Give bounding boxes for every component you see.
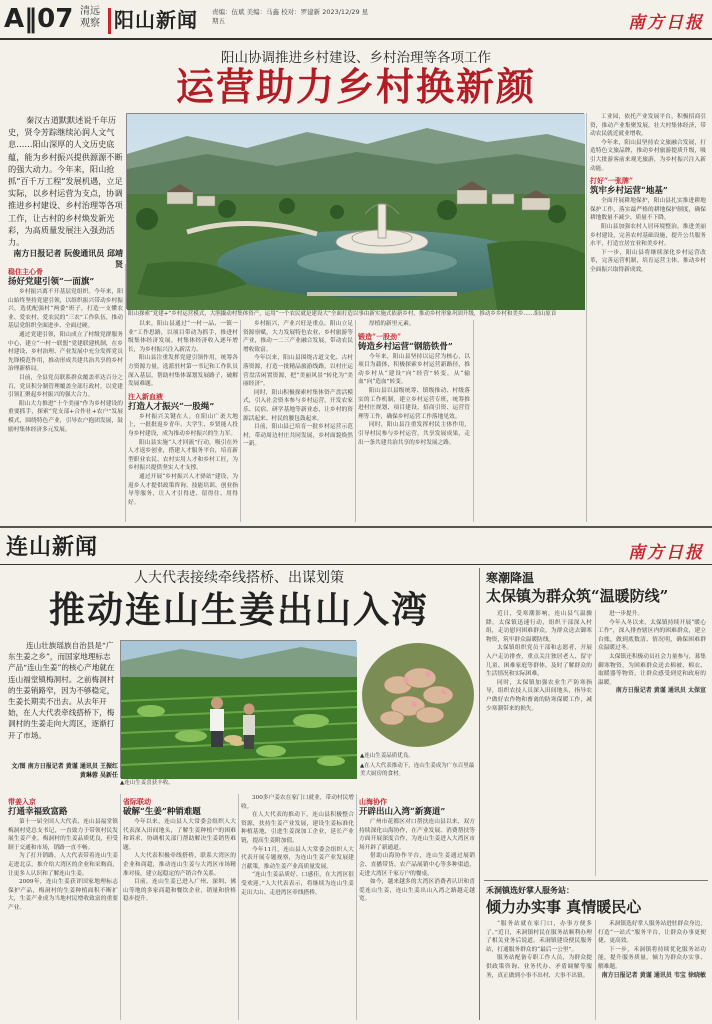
ginger-field-illustration: [121, 641, 357, 779]
bcol4-subhead: 开辟出山入湾“新赛道”: [359, 807, 446, 817]
story2-paragraph: 太保镇组织党员干部和志愿者，开展入户走访排查，重点关注独居老人、留守儿童、困难家庭等群体，及时了解群众的生活情况和实际困难。: [486, 645, 592, 678]
ginger-field-photo: [120, 640, 356, 778]
ginger-field-caption: ▲连山生姜喜获丰收。: [120, 780, 174, 786]
ginger-roots-photo: [358, 640, 478, 750]
col2-paragraph: 阳山县注重发挥党建引领作用，统筹各方资源力量，选派驻村第一书记和工作队员深入基层，帮助村集体谋划发展路子，破解发展难题。: [128, 355, 238, 388]
story-3-kicker: 禾洞镇选好掌人服务站：: [486, 885, 574, 895]
column-rule: [595, 920, 596, 1020]
bottom-column-4: [359, 794, 475, 1020]
bottom-column-1: [8, 794, 118, 1020]
page-number: A‖07: [4, 4, 74, 34]
column-rule: [355, 320, 356, 522]
bcol1-subhead-kicker: 带姜入京: [8, 797, 36, 806]
bcol2-paragraph: 目前，连山生姜已进入广州、深圳、佛山等地的多家商超和餐饮企业，销量和价格稳步提升。: [123, 879, 236, 903]
bottom-lede-text: 连山壮族瑶族自治县是“广东生姜之乡”，而国家地理标志产品“连山生姜”的核心产地就在连山福堂镇梅洞村。之前梅洞村的生姜销路窄，因为不够稳定，生姜长期卖不出去。从去年开始，在人大代表牵线搭桥下，梅洞村的生姜走向大湾区，逐渐打开了市场。: [8, 641, 115, 740]
col2-paragraph: 乡村振兴关键在人。在阳山广袤大地上，一批批返乡青年、大学生、乡贤能人投身乡村建设，成为推动乡村振兴的生力军。: [128, 413, 238, 437]
story-2-column-2: [598, 610, 706, 876]
story-3-column-1: [486, 920, 592, 1020]
bottom-headline: 推动连山生姜出山入湾: [48, 589, 429, 631]
top-column-4: [358, 320, 470, 522]
bcol2-paragraph: 人大代表积极牵线搭桥，联系大湾区的企业和商超，推动连山生姜与大湾区市场精准对接，建立起稳定的产销合作关系。: [123, 853, 236, 877]
bottom-newspaper-logo: 南方日报: [628, 543, 704, 563]
col1-subhead: 扬好党建引领“一面旗”: [8, 277, 95, 287]
masthead-divider: [108, 8, 111, 34]
col2-paragraph: 通过开展“乡村振兴人才驿站”建设，为返乡人才提供政策咨询、技能培训、创业指导等服务，让人才引得进、留得住、用得好。: [128, 473, 238, 506]
top-lede-signature: 南方日报记者 阮俊通讯员 邱靖贤: [13, 248, 123, 270]
col4-paragraph: 阳山县以县级统筹、镇级推动、村级落实的工作机制，建立乡村运营专班，统筹推进村庄规划、项目建设、招商引资、运营管理等工作，确保乡村运营工作落地见效。: [358, 387, 470, 420]
bcol1-paragraph: 第十一届全国人大代表、连山县福堂镇梅洞村党总支书记，一直致力于带领村民发展生姜产业。梅洞村的生姜品质优良，但受制于交通和市场，销路一直不畅。: [8, 819, 118, 851]
column-rule: [240, 320, 241, 522]
ginger-roots-illustration: [358, 640, 478, 750]
col1-paragraph: 通过党建引领，阳山成立了村级党群服务中心，建立“一村一联盟”党建联建机制，在乡村建设、乡村治理、产业发展中充分发挥党员先锋模范作用，推动形成共建共治共享的乡村治理新格局。: [8, 331, 123, 373]
story3-paragraph: 禾洞镇选好掌人服务站进驻群众身边，打造“一站式”服务平台，让群众办事更便捷、更高效。: [598, 921, 706, 945]
col5-paragraph: 全面开展耕地保护，阳山县扎实推进耕地保护工作，落实最严格的耕地保护制度，确保耕地数量不减少、质量不下降。: [590, 198, 706, 222]
col1-paragraph: 阳山大力推进“十个美丽”作为乡村建设的重要抓手，探索“党支部+合作社+农户”发展模式，围绕特色产业，引导农户抱团发展，鼓励村集体经济多元发展。: [8, 400, 123, 433]
column-rule: [238, 794, 239, 1020]
bottom-column-2: [123, 794, 236, 1020]
top-column-5: [590, 113, 706, 522]
col4-subhead-kicker: 锻造“一股劲”: [358, 331, 402, 341]
story-3-headline: 倾力办实事 真情暖民心: [486, 898, 642, 916]
bcol4-subhead-kicker: 山海协作: [359, 797, 387, 806]
column-rule: [356, 794, 357, 1020]
top-column-3: [243, 320, 353, 522]
col4-paragraph: 厚植的新里元素。: [369, 321, 415, 327]
col3-paragraph: 乡村振兴，产业兴旺是重点。阳山立足资源禀赋，大力发展特色农业、乡村旅游等产业，推动一二三产业融合发展，带动农民增收致富。: [243, 321, 353, 353]
col5-paragraph: 下一步，阳山县将继续深化乡村运营改革，完善运营机制，培育运营主体，推动乡村全面振兴取得新成效。: [590, 249, 706, 273]
story2-paragraph: 进一步提升。: [609, 611, 644, 617]
story-2-column-1: [486, 610, 592, 876]
bcol4-paragraph: 借助山海协作平台，连山生姜通过展销会、直播带货、农产品展销中心等多种渠道，走进大湾区千家万户的餐桌。: [359, 853, 475, 877]
top-lede: [8, 114, 123, 270]
section-title: 阳山新闻: [114, 8, 198, 32]
section-divider: [0, 526, 712, 528]
col3-paragraph: 同时，阳山积极探索村集体资产盘活模式，引入社会资本参与乡村运营，开发农家乐、民宿、研学基地等新业态，让乡村的资源活起来、村民的腰包鼓起来。: [243, 389, 353, 422]
column-rule: [473, 320, 474, 522]
bcol1-subhead: 打通幸福致富路: [8, 807, 68, 817]
top-kicker: 阳山协调推进乡村建设、乡村治理等各项工作: [221, 50, 491, 66]
bottom-kicker: 人大代表接续牵线搭桥、出谋划策: [134, 570, 344, 586]
col5-paragraph: 阳山县加强农村人居环境整治，推进美丽乡村建设，完善农村基础设施，提升公共服务水平，打造宜居宜业和美乡村。: [590, 223, 706, 248]
col2-paragraph: 阳山县实施“人才回流”行动，吸引在外人才返乡创业，搭建人才服务平台，培育新型职业农民、农村实用人才和乡村工匠，为乡村振兴提供坚实人才支撑。: [128, 439, 238, 472]
farmer-figure: [210, 697, 224, 747]
column-rule: [595, 610, 596, 876]
column-rule: [120, 794, 121, 1020]
story3-paragraph: 下一步，禾洞镇将持续优化服务站功能，提升服务质量，倾力为群众办实事、解难题。: [598, 946, 706, 970]
col2-subhead-kicker: 注入新血液: [128, 391, 163, 401]
newspaper-logo: 南方日报: [628, 13, 704, 33]
col1-subhead-kicker: 稳住主心骨: [8, 267, 43, 276]
bcol4-paragraph: 广州市花都区对口帮扶连山县以来，双方持续深化山海协作，在产业发展、消费帮扶等方面开展深度合作，为连山生姜进入大湾区市场开辟了新通道。: [359, 819, 475, 851]
column-rule: [586, 113, 587, 522]
top-column-2: [128, 320, 238, 522]
story3-signature: 南方日报记者 黄谨 通讯员 韦宝 徐晓敏: [601, 971, 706, 979]
farmer-figure: [243, 704, 255, 750]
story2-paragraph: 同时，太保镇加强农业生产防寒指导，组织农技人员深入田间地头，指导农户做好农作物和畜禽的防寒保暖工作，减少寒潮带来的损失。: [486, 679, 592, 712]
bcol4-paragraph: 如今，越来越多的大湾区消费者认识和喜爱连山生姜，连山生姜出山入湾之路越走越宽。: [359, 879, 475, 903]
col4-paragraph: 同时，阳山县注重发挥村民主体作用，引导村民参与乡村运营，共享发展成果，走出一条共建共治共享的乡村发展之路。: [358, 422, 470, 446]
column-rule: [125, 264, 126, 522]
bottom-section-rule: [0, 564, 712, 565]
ginger-photo-note: ▲在人大代表推动下，连山生姜成为广东百里最美大厨房的食材。: [360, 763, 475, 777]
col4-paragraph: 今年来，阳山县坚持以运营为核心，以项目为载体，积极探索乡村运营新路径，推动乡村从“建设”向“经营”转变，从“输血”向“造血”转变。: [358, 353, 470, 386]
story2-paragraph: 近日，受寒潮影响，连山县气温骤降。太保镇迅速行动，组织干部深入村组，走访慰问困难群众，为群众送去御寒物资，筑牢群众温暖防线。: [486, 611, 592, 643]
bcol3-paragraph: “连山生姜品质好、口感佳，在大湾区很受欢迎。”人大代表表示，将继续为连山生姜走出大山、走进湾区牵线搭桥。: [241, 872, 354, 896]
top-headline: 运营助力乡村换新颜: [175, 64, 536, 109]
story2-paragraph: 太保镇还积极动员社会力量参与，募集御寒物资，为困难群众送去棉被、棉衣、取暖器等物资，让群众感受到党和政府的温暖。: [598, 653, 706, 686]
col5-subhead-kicker: 打好“一张牌”: [590, 176, 634, 186]
bottom-section-title: 连山新闻: [6, 534, 99, 560]
masthead-rule: [0, 38, 712, 40]
col1-paragraph: 乡村振兴离不开基层党组织。今年来，阳山始终坚持党建引领，以组织振兴带动乡村振兴，选优配强村“两委”班子，打造一支懂农业、爱农村、爱农民的“三农”工作队伍，推动基层党组织全面进步、全面过硬。: [8, 289, 123, 330]
editor-meta: 责编：伍斌 美编：马鑫 校对：罗建新 2023/12/29 星期五: [212, 8, 369, 25]
story-2-kicker: 寒潮降温: [486, 571, 535, 585]
col2-subhead: 打造人才振兴“一股绳”: [128, 401, 215, 412]
village-scene-illustration: [127, 114, 585, 310]
bcol3-paragraph: 今年11月，连山县人大常委会组织人大代表开展专题视察，为连山生姜产业发展建言献策，推动生姜产业高质量发展。: [241, 846, 354, 870]
bcol1-paragraph: 为了打开销路，人大代表带着连山生姜走进北京，推介给大湾区的企业和采购商，让更多人认识和了解连山生姜。: [8, 853, 118, 877]
col5-paragraph: 工业园，依托产业发展平台，积极招商引资，推动产业集聚发展，壮大村集体经济，带动农民就近就业增收。: [590, 114, 706, 138]
col2-paragraph: 以来，阳山县通过“一村一品、一镇一业”工作思路，以项目带动为抓手，推进村级集体经济发展，村集体经济收入逐年增长，为乡村振兴注入新活力。: [128, 321, 238, 353]
page-tag: 清远观察: [80, 6, 100, 29]
story-divider: [484, 880, 708, 881]
bcol2-paragraph: 今年以来，连山县人大常委会组织人大代表深入田间地头，了解生姜种植户的困难和诉求，协调相关部门帮助解决生姜销售难题。: [123, 819, 236, 851]
story-3-column-2: [598, 920, 706, 1020]
col5-subhead: 筑牢乡村运营“地基”: [590, 186, 668, 197]
village-photo: [126, 113, 584, 309]
col5-paragraph: 今年来，阳山县坚持农文旅融合发展，打造特色文旅品牌，推动乡村旅游提质升级，吸引大批游客前来观光旅游，为乡村振兴注入新动能。: [590, 139, 706, 172]
story-2-headline: 太保镇为群众筑“温暖防线”: [486, 587, 669, 605]
col3-paragraph: 今年以来，阳山县围绕古道文化、古村落资源，打造一批精品旅游线路，以村庄运营盘活闲置资源，把“美丽风景”转化为“美丽经济”。: [243, 355, 353, 388]
col4-subhead: 铸造乡村运营“钢筋铁骨”: [358, 341, 453, 352]
bottom-lede-signature: 文/图 南方日报记者 黄谨 通讯员 王振红 黄琳蓉 吴新任: [11, 763, 118, 779]
bcol3-paragraph: 300多户姜农在家门口就业，带动村民增收。: [241, 795, 354, 810]
story3-paragraph: 服务站配备专职工作人员，为群众提供政策咨询、业务代办、矛盾调解等服务，真正做到小事不出村、大事不出镇。: [486, 955, 592, 979]
bottom-lede: [8, 640, 118, 760]
ginger-roots-caption: ▲连山生姜品质优良。: [360, 753, 414, 759]
top-lede-text: 秦汉古道默默述说千年历史，贤令芳踪继续沁润人文气息……阳山深厚的人文历史底蕴，能为乡村振兴提供源源不断的强大动力。今年来，阳山抢抓“百千万工程”发展机遇，立足实际，以乡村运营为支点，协调推进乡村建设、乡村治理等各项工作，让古村的乡村焕发新光彩，为高质量发展注入强劲活力。: [8, 115, 123, 248]
story2-signature: 南方日报记者 黄谨 通讯员 太保宣: [615, 687, 706, 695]
top-column-1: [8, 264, 123, 522]
col1-paragraph: 目前，全县党员联系群众覆盖率达百分之百，党员积分制管理覆盖全部行政村，以党建引领汇聚起乡村振兴的强大合力。: [8, 374, 123, 399]
bcol2-subhead-kicker: 省际联动: [123, 797, 151, 806]
bcol1-paragraph: 2009年，连山生姜获评国家地理标志保护产品，梅洞村的生姜种植面积不断扩大，生姜产业成为当地村民增收致富的重要产业。: [8, 879, 118, 911]
col3-paragraph: 目前，阳山县已培育一批乡村运营示范村，带动周边村庄共同发展，乡村面貌焕然一新。: [243, 424, 353, 448]
bottom-column-3: [241, 794, 354, 1020]
bcol3-paragraph: 在人大代表的推动下，连山县积极整合资源，扶持生姜产业发展，建设生姜标准化种植基地，引进生姜深加工企业，延长产业链，提高生姜附加值。: [241, 812, 354, 844]
village-photo-caption: 阳山探索“党建+”乡村运营模式，大胆撬动村集体资产，运用“一个农民就是建设大”全面打造以事由新实施式依新乡村，推动乡村形象巩固升级，推动乡乡村和美乡……阳山原首: [128, 311, 557, 317]
story2-paragraph: 今年入冬以来，太保镇持续开展“暖心工作”，深入排查辖区内的困难群众，建立台账，做到底数清、情况明，确保困难群众温暖过冬。: [598, 619, 706, 652]
right-story-rule: [479, 568, 480, 1020]
story3-paragraph: “服务站就在家门口，办事方便多了。”近日，禾洞镇村民在服务站顺利办理了相关业务后说道。禾洞镇建设便民服务站，打通服务群众的“最后一公里”。: [486, 921, 592, 953]
bcol2-subhead: 破解“生姜”种销难题: [123, 807, 201, 817]
